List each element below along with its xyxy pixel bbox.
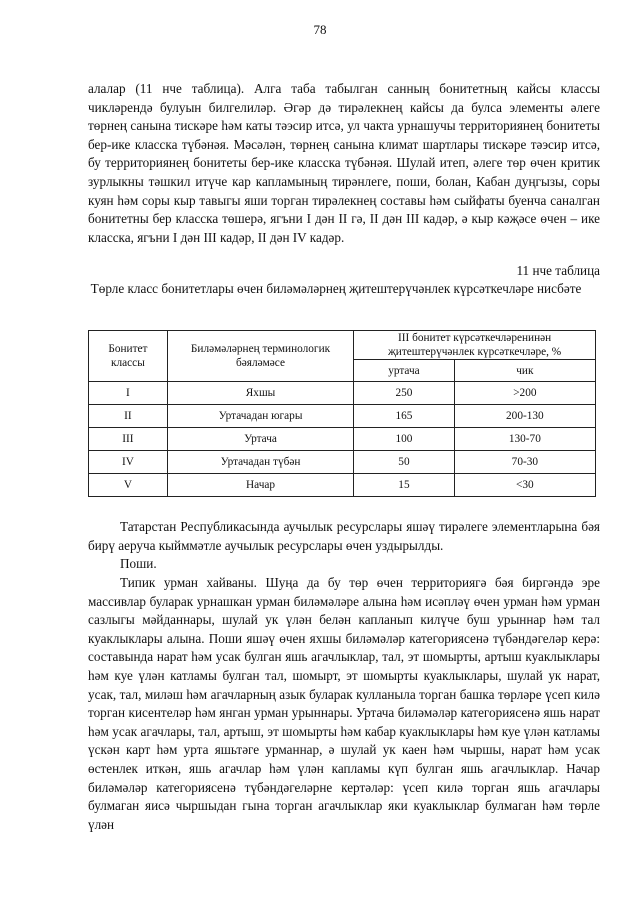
header-limit: чик <box>454 360 595 382</box>
header-indicator: III бонитет күрсәткечләренинән җитештерүчәнлек күрсәткечләре, % <box>354 331 596 360</box>
table-row <box>89 382 596 405</box>
cell-class: V <box>89 474 168 497</box>
cell-limit: <30 <box>454 474 595 497</box>
cell-class: IV <box>89 451 168 474</box>
intro-paragraph: алалар (11 нче таблица). Алга таба табылган санның бонитетның кайсы классы чикләрендә булуын билгелиләр. Әгәр дә тирәлекнең кайсы да булса элементы әлеге төрнең санына тискәре һәм каты тәэсир итсә, ул чакта урнашучы территориянең бонитеты бер-ике класска түбәнәя. Мәсәлән, төрнең санына климат шартлары тискәре тәэсир итсә, бу территориянең бонитеты бер-ике класска түбәнәя. Шулай итеп, әлеге төр өчен критик зурлыкны тәшкил итүче кар капламының тирәнлеге, поши, болан, Кабан дуңгызы, соры куян һәм соры кыр тавыгы яши торган тирәлекнең составы һәм сыйфаты буенча саналган бонитетны бер класска төшерә, ягъни I дән II гә, II дән III кадәр, ә кыр кәҗәсе өчен – ике класска, ягъни I дән III кадәр, II дән IV кадәр. <box>88 81 600 245</box>
table-row <box>89 405 596 428</box>
cell-term: Уртачадан түбән <box>167 451 353 474</box>
cell-limit: >200 <box>454 382 595 405</box>
cell-average: 100 <box>354 428 455 451</box>
cell-term: Яхшы <box>167 382 353 405</box>
paragraph-moose: Типик урман хайваны. Шуңа да бу төр өчен территориягә бәя биргәндә эре массивлар буларак урнашкан урман биләмәләре алына һәм исәпләү өчен урман һәм урман сазлыгы мәйданнары, шулай ук үлән белән капланып килүче буш урыннар һәм тал куаклыклары алына. Поши яшәү өчен яхшы биләмәләр категориясенә түбәндәгеләр керә: составында нарат һәм усак булган яшь агачлыклар, тал, эт шомырты, артыш куаклыклары һәм куе үлән катламы булган тал, шомырт, эт шомырты куаклыклары, шулай ук нарат, усак, тал, миләш һәм агачларның азык буларак кулланыла торган башка төрләре үсеп килә торган кисентеләр һәм янган урман урыннары. Уртача биләмәләр категориясенә яшь нарат һәм усак агачлары, тал, артыш, эт шомырты һәм кабар куаклыклары һәм куе үлән катламы үскән карт һәм урта яшьтәге урманнар, ә шулай ук каен һәм чыршы, нарат һәм усак өстенлек иткән, яшь агачлар һәм үлән капламы күп булган яшь агачлыклар. Начар биләмәләр категориясенә түбәндәгеләрне кертәләр: үсеп килә торган яшь агачлары булмаган яисә чыршыдан гына торган агачлыклар яки куаклыклар булмаган һәм төрле үлән <box>88 575 600 832</box>
bonitet-table <box>88 330 596 497</box>
cell-class: II <box>89 405 168 428</box>
cell-average: 250 <box>354 382 455 405</box>
cell-class: I <box>89 382 168 405</box>
cell-class: III <box>89 428 168 451</box>
table-title: Төрле класс бонитетлары өчен биләмәләрнең җитештерүчәнлек күрсәткечләре нисбәте <box>90 281 582 296</box>
cell-average: 15 <box>354 474 455 497</box>
cell-term: Начар <box>167 474 353 497</box>
cell-limit: 130-70 <box>454 428 595 451</box>
table-label: 11 нче таблица <box>516 263 600 278</box>
header-average: уртача <box>354 360 455 382</box>
cell-average: 165 <box>354 405 455 428</box>
table-row <box>89 451 596 474</box>
paragraph-resources: Татарстан Республикасында аучылык ресурслары яшәү тирәлеге элементларына бәя бирү аеруча кыйммәтле аучылык ресурслары өчен уздырылды. <box>88 519 600 553</box>
cell-limit: 200-130 <box>454 405 595 428</box>
page-number: 78 <box>313 22 327 37</box>
header-terminology: Биләмәләрнең терминологик бәяләмәсе <box>167 331 353 382</box>
cell-term: Уртача <box>167 428 353 451</box>
section-heading-moose: Поши. <box>120 556 157 571</box>
cell-average: 50 <box>354 451 455 474</box>
table-row <box>89 474 596 497</box>
header-class: Бонитет классы <box>89 331 168 382</box>
cell-term: Уртачадан югары <box>167 405 353 428</box>
cell-limit: 70-30 <box>454 451 595 474</box>
table-row <box>89 428 596 451</box>
